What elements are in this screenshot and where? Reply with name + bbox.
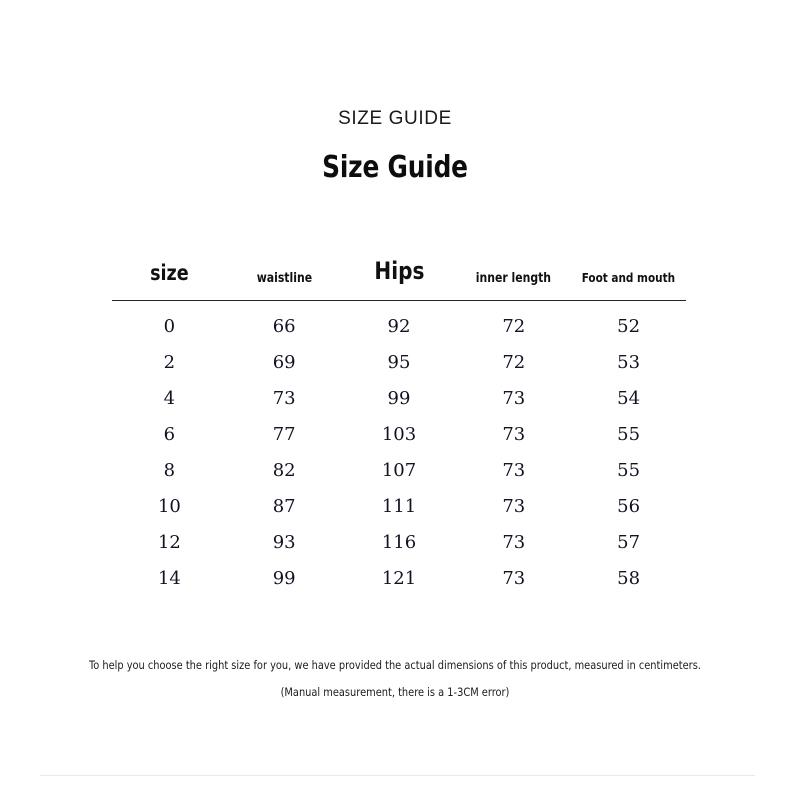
size-guide-eyebrow: SIZE GUIDE (338, 108, 452, 129)
cell-inner-length: 73 (502, 423, 526, 445)
size-chart-table (112, 258, 686, 597)
cell-waistline: 99 (272, 567, 296, 589)
table-row (112, 561, 686, 597)
cell-foot-and-mouth: 55 (617, 423, 641, 445)
cell-inner-length: 73 (502, 495, 526, 517)
column-header-waistline: waistline (256, 270, 312, 286)
cell-foot-and-mouth: 52 (617, 315, 641, 337)
cell-size: 12 (157, 531, 181, 553)
cell-inner-length: 73 (502, 459, 526, 481)
cell-size: 0 (163, 315, 176, 337)
bottom-divider (40, 775, 755, 776)
cell-inner-length: 73 (502, 567, 526, 589)
measurement-notes (0, 660, 790, 698)
page-title: Size Guide (322, 150, 468, 185)
cell-waistline: 73 (272, 387, 296, 409)
cell-hips: 95 (387, 351, 411, 373)
table-row (112, 417, 686, 453)
cell-waistline: 66 (272, 315, 296, 337)
size-chart-header (112, 258, 686, 300)
cell-waistline: 93 (272, 531, 296, 553)
cell-inner-length: 73 (502, 387, 526, 409)
cell-size: 10 (157, 495, 181, 517)
cell-size: 6 (163, 423, 176, 445)
measurement-note-secondary: (Manual measurement, there is a 1-3CM error) (280, 684, 510, 699)
cell-size: 4 (163, 387, 176, 409)
cell-size: 2 (163, 351, 176, 373)
cell-hips: 99 (387, 387, 411, 409)
cell-hips: 121 (381, 567, 417, 589)
table-header-row (112, 258, 686, 300)
cell-hips: 107 (381, 459, 417, 481)
column-header-foot-and-mouth: Foot and mouth (581, 270, 676, 286)
table-row (112, 381, 686, 417)
cell-size: 14 (157, 567, 181, 589)
measurement-note-primary: To help you choose the right size for you, we have provided the actual dimensions of this product, measured in centimeters. (89, 658, 701, 672)
cell-size: 8 (163, 459, 176, 481)
cell-foot-and-mouth: 56 (617, 495, 641, 517)
cell-foot-and-mouth: 53 (617, 351, 641, 373)
column-header-inner-length: inner length (476, 270, 552, 286)
column-header-size: size (150, 261, 189, 286)
cell-inner-length: 73 (502, 531, 526, 553)
table-row (112, 525, 686, 561)
cell-waistline: 87 (272, 495, 296, 517)
cell-foot-and-mouth: 55 (617, 459, 641, 481)
cell-waistline: 77 (272, 423, 296, 445)
cell-hips: 111 (381, 495, 417, 517)
cell-hips: 116 (381, 531, 417, 553)
cell-hips: 103 (381, 423, 417, 445)
cell-inner-length: 72 (502, 351, 526, 373)
cell-hips: 92 (387, 315, 411, 337)
table-row (112, 300, 686, 345)
table-row (112, 489, 686, 525)
cell-waistline: 82 (272, 459, 296, 481)
cell-inner-length: 72 (502, 315, 526, 337)
cell-foot-and-mouth: 54 (617, 387, 641, 409)
size-chart-body (112, 300, 686, 597)
cell-foot-and-mouth: 58 (617, 567, 641, 589)
cell-waistline: 69 (272, 351, 296, 373)
column-header-hips: Hips (373, 257, 424, 285)
table-row (112, 345, 686, 381)
cell-foot-and-mouth: 57 (617, 531, 641, 553)
table-row (112, 453, 686, 489)
